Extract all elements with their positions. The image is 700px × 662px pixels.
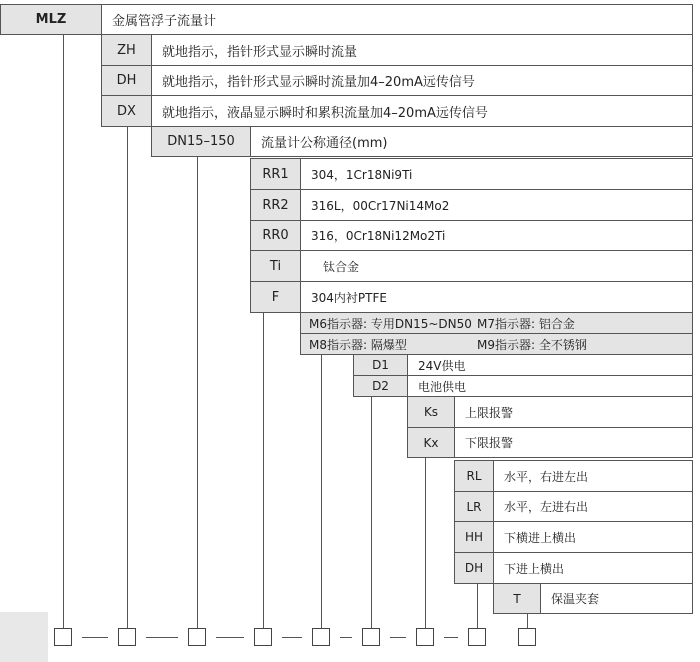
indicator-code: ZH xyxy=(117,42,136,58)
alarm-code: Kx xyxy=(423,435,439,450)
install-desc-cell xyxy=(493,491,693,522)
power-code: D2 xyxy=(372,379,389,393)
material-code-cell xyxy=(250,158,301,190)
install-code-cell xyxy=(454,460,494,492)
insulation-desc: 保温夹套 xyxy=(551,592,600,606)
material-desc-cell xyxy=(300,250,693,282)
install-desc-cell xyxy=(493,460,693,492)
indicator-desc: 就地指示，液晶显示瞬时和累积流量加4–20mA远传信号 xyxy=(162,105,488,121)
model-desc: 金属管浮子流量计 xyxy=(112,14,217,29)
dash xyxy=(340,637,352,638)
dash xyxy=(444,637,458,638)
code-slot-box xyxy=(416,628,434,646)
insulation-code: T xyxy=(513,591,521,606)
connector-line xyxy=(63,35,64,628)
alarm-code-cell xyxy=(407,427,455,458)
material-code-cell xyxy=(250,220,301,251)
insulation-desc-cell xyxy=(540,583,693,614)
model-code: MLZ xyxy=(35,12,67,27)
material-desc-cell xyxy=(300,189,693,221)
indicator-code: DH xyxy=(116,73,137,88)
connector-line xyxy=(197,157,198,628)
indicator-type-m8: M8指示器: 隔爆型 xyxy=(309,337,407,352)
alarm-desc-cell xyxy=(454,427,693,458)
diameter-code: DN15–150 xyxy=(167,134,235,149)
install-desc-cell xyxy=(493,521,693,553)
install-code-cell xyxy=(454,521,494,553)
install-code: HH xyxy=(464,530,484,544)
dash xyxy=(282,637,302,638)
material-desc: 316L，00Cr17Ni14Mo2 xyxy=(311,198,450,213)
indicator-code-cell xyxy=(101,65,152,96)
indicator-code-cell xyxy=(101,34,152,66)
indicator-type-m6: M6指示器: 专用DN15~DN50 xyxy=(309,316,472,331)
code-slot-box xyxy=(188,628,206,646)
dash xyxy=(390,637,406,638)
insulation-code-cell xyxy=(493,583,541,614)
install-desc: 水平，左进右出 xyxy=(504,500,589,514)
install-desc-cell xyxy=(493,552,693,584)
material-code-cell xyxy=(250,250,301,282)
material-code: F xyxy=(271,289,280,305)
install-desc: 下横进上横出 xyxy=(504,530,577,545)
connector-line xyxy=(321,355,322,628)
model-desc-cell xyxy=(101,4,693,35)
diameter-code-cell xyxy=(151,126,251,157)
install-desc: 水平，右进左出 xyxy=(504,469,589,484)
diameter-desc-cell xyxy=(250,126,693,157)
power-code: D1 xyxy=(372,358,389,372)
alarm-desc-cell xyxy=(454,396,693,428)
indicator-type-row xyxy=(300,312,693,334)
diameter-desc: 流量计公称通径(mm) xyxy=(261,136,388,151)
indicator-desc: 就地指示，指针形式显示瞬时流量 xyxy=(162,44,358,60)
material-code-cell xyxy=(250,281,301,313)
code-slot-box xyxy=(54,628,72,646)
power-code-cell xyxy=(353,354,408,376)
power-desc: 24V供电 xyxy=(418,358,466,373)
connector-line xyxy=(527,614,528,628)
alarm-desc: 下限报警 xyxy=(465,436,514,450)
indicator-code-cell xyxy=(101,95,152,127)
indicator-desc-cell xyxy=(151,34,693,66)
indicator-type-row xyxy=(300,333,693,355)
dash xyxy=(216,637,244,638)
material-desc: 钛合金 xyxy=(323,259,360,274)
indicator-type-m7: M7指示器: 铝合金 xyxy=(477,316,575,331)
install-code: LR xyxy=(466,499,482,514)
material-code: RR2 xyxy=(262,197,289,213)
model-code-cell xyxy=(0,4,102,35)
material-desc-cell xyxy=(300,281,693,313)
code-slot-box xyxy=(118,628,136,646)
dash xyxy=(146,637,178,638)
install-desc: 下进上横出 xyxy=(504,561,565,576)
material-desc: 316，0Cr18Ni12Mo2Ti xyxy=(311,229,446,243)
install-code: RL xyxy=(466,469,482,483)
code-slot-box xyxy=(254,628,272,646)
material-code: RR0 xyxy=(262,228,289,243)
indicator-desc-cell xyxy=(151,95,693,127)
material-code-cell xyxy=(250,189,301,221)
code-slot-box xyxy=(518,628,536,646)
dash xyxy=(82,637,108,638)
connector-line xyxy=(127,127,128,628)
power-desc: 电池供电 xyxy=(418,379,467,394)
power-desc-cell xyxy=(407,375,693,397)
material-desc: 304，1Cr18Ni9Ti xyxy=(311,167,413,182)
indicator-desc: 就地指示，指针形式显示瞬时流量加4–20mA远传信号 xyxy=(162,75,475,90)
material-desc: 304内衬PTFE xyxy=(311,290,387,305)
connector-line xyxy=(371,397,372,628)
corner-shade xyxy=(0,612,48,662)
material-code: RR1 xyxy=(262,166,289,182)
code-slot-box xyxy=(312,628,330,646)
connector-line xyxy=(263,313,264,628)
power-code-cell xyxy=(353,375,408,397)
install-code-cell xyxy=(454,552,494,584)
material-desc-cell xyxy=(300,158,693,190)
material-desc-cell xyxy=(300,220,693,251)
material-code: Ti xyxy=(269,258,282,274)
indicator-code: DX xyxy=(117,103,136,119)
indicator-desc-cell xyxy=(151,65,693,96)
power-desc-cell xyxy=(407,354,693,376)
connector-line xyxy=(477,584,478,628)
code-slot-box xyxy=(468,628,486,646)
code-slot-box xyxy=(362,628,380,646)
indicator-type-m9: M9指示器: 全不锈钢 xyxy=(477,337,587,352)
connector-line xyxy=(425,458,426,628)
alarm-code: Ks xyxy=(423,405,439,419)
alarm-desc: 上限报警 xyxy=(465,405,514,420)
alarm-code-cell xyxy=(407,396,455,428)
install-code: DH xyxy=(464,561,484,575)
install-code-cell xyxy=(454,491,494,522)
